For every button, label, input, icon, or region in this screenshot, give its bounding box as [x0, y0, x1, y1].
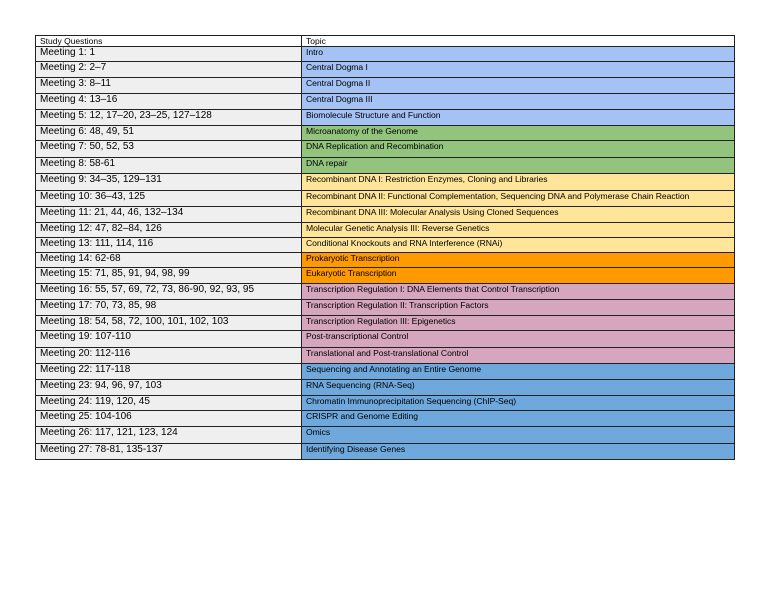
- study-questions-cell: Meeting 1: 1: [36, 47, 302, 62]
- table-row: [36, 300, 735, 316]
- study-questions-cell: Meeting 25: 104-106: [36, 411, 302, 427]
- topic-cell: Transcription Regulation III: Epigenetics: [302, 316, 735, 331]
- table-row: [36, 47, 735, 62]
- topic-cell: Microanatomy of the Genome: [302, 126, 735, 141]
- table-row: [36, 174, 735, 191]
- study-questions-cell: Meeting 26: 117, 121, 123, 124: [36, 427, 302, 444]
- topic-cell: Sequencing and Annotating an Entire Genome: [302, 364, 735, 380]
- table-row: [36, 94, 735, 110]
- topic-cell: DNA repair: [302, 158, 735, 174]
- study-questions-cell: Meeting 15: 71, 85, 91, 94, 98, 99: [36, 268, 302, 284]
- topic-cell: Conditional Knockouts and RNA Interference (RNAi): [302, 238, 735, 253]
- study-questions-cell: Meeting 9: 34–35, 129–131: [36, 174, 302, 191]
- study-questions-cell: Meeting 23: 94, 96, 97, 103: [36, 380, 302, 396]
- topic-cell: RNA Sequencing (RNA-Seq): [302, 380, 735, 396]
- study-questions-cell: Meeting 5: 12, 17–20, 23–25, 127–128: [36, 110, 302, 126]
- table-row: [36, 348, 735, 364]
- header-topic: Topic: [302, 36, 735, 47]
- table-row: [36, 158, 735, 174]
- study-questions-cell: Meeting 14: 62-68: [36, 253, 302, 268]
- topic-cell: Transcription Regulation II: Transcription Factors: [302, 300, 735, 316]
- study-questions-cell: Meeting 12: 47, 82–84, 126: [36, 223, 302, 238]
- topic-cell: Central Dogma I: [302, 62, 735, 78]
- topic-cell: Biomolecule Structure and Function: [302, 110, 735, 126]
- table-row: [36, 78, 735, 94]
- topic-cell: Central Dogma III: [302, 94, 735, 110]
- table-row: [36, 268, 735, 284]
- topic-cell: Post-transcriptional Control: [302, 331, 735, 348]
- study-questions-cell: Meeting 24: 119, 120, 45: [36, 396, 302, 411]
- topic-cell: Identifying Disease Genes: [302, 444, 735, 460]
- study-questions-cell: Meeting 3: 8–11: [36, 78, 302, 94]
- study-questions-cell: Meeting 16: 55, 57, 69, 72, 73, 86-90, 92, 93, 95: [36, 284, 302, 300]
- table-row: [36, 284, 735, 300]
- study-questions-cell: Meeting 19: 107-110: [36, 331, 302, 348]
- table-row: [36, 411, 735, 427]
- topic-cell: Translational and Post-translational Control: [302, 348, 735, 364]
- topic-cell: Recombinant DNA I: Restriction Enzymes, Cloning and Libraries: [302, 174, 735, 191]
- study-questions-cell: Meeting 17: 70, 73, 85, 98: [36, 300, 302, 316]
- study-questions-cell: Meeting 4: 13–16: [36, 94, 302, 110]
- table-row: [36, 331, 735, 348]
- topic-cell: Central Dogma II: [302, 78, 735, 94]
- table-row: [36, 380, 735, 396]
- table-row: [36, 126, 735, 141]
- study-questions-cell: Meeting 18: 54, 58, 72, 100, 101, 102, 103: [36, 316, 302, 331]
- table-row: [36, 223, 735, 238]
- table-row: [36, 110, 735, 126]
- topic-cell: Prokaryotic Transcription: [302, 253, 735, 268]
- topic-cell: CRISPR and Genome Editing: [302, 411, 735, 427]
- study-questions-cell: Meeting 27: 78-81, 135-137: [36, 444, 302, 460]
- table-row: [36, 238, 735, 253]
- topic-cell: Intro: [302, 47, 735, 62]
- topic-cell: Recombinant DNA III: Molecular Analysis Using Cloned Sequences: [302, 207, 735, 223]
- topic-cell: Transcription Regulation I: DNA Elements that Control Transcription: [302, 284, 735, 300]
- table-row: [36, 427, 735, 444]
- header-row: [36, 36, 735, 47]
- table-row: [36, 141, 735, 158]
- topic-cell: Chromatin Immunoprecipitation Sequencing (ChIP-Seq): [302, 396, 735, 411]
- study-questions-cell: Meeting 20: 112-116: [36, 348, 302, 364]
- table-row: [36, 253, 735, 268]
- table-row: [36, 444, 735, 460]
- header-study-questions: Study Questions: [36, 36, 302, 47]
- study-questions-cell: Meeting 7: 50, 52, 53: [36, 141, 302, 158]
- study-questions-cell: Meeting 10: 36–43, 125: [36, 191, 302, 207]
- table-row: [36, 364, 735, 380]
- table-row: [36, 207, 735, 223]
- topic-cell: Omics: [302, 427, 735, 444]
- table-row: [36, 316, 735, 331]
- study-questions-cell: Meeting 22: 117-118: [36, 364, 302, 380]
- study-schedule-table: [35, 35, 735, 460]
- table-row: [36, 396, 735, 411]
- table-row: [36, 191, 735, 207]
- study-questions-cell: Meeting 11: 21, 44, 46, 132–134: [36, 207, 302, 223]
- study-questions-cell: Meeting 8: 58-61: [36, 158, 302, 174]
- study-questions-cell: Meeting 2: 2–7: [36, 62, 302, 78]
- table-row: [36, 62, 735, 78]
- topic-cell: Eukaryotic Transcription: [302, 268, 735, 284]
- study-questions-cell: Meeting 6: 48, 49, 51: [36, 126, 302, 141]
- topic-cell: Recombinant DNA II: Functional Complementation, Sequencing DNA and Polymerase Chain Reaction: [302, 191, 735, 207]
- study-questions-cell: Meeting 13: 111, 114, 116: [36, 238, 302, 253]
- topic-cell: Molecular Genetic Analysis III: Reverse Genetics: [302, 223, 735, 238]
- topic-cell: DNA Replication and Recombination: [302, 141, 735, 158]
